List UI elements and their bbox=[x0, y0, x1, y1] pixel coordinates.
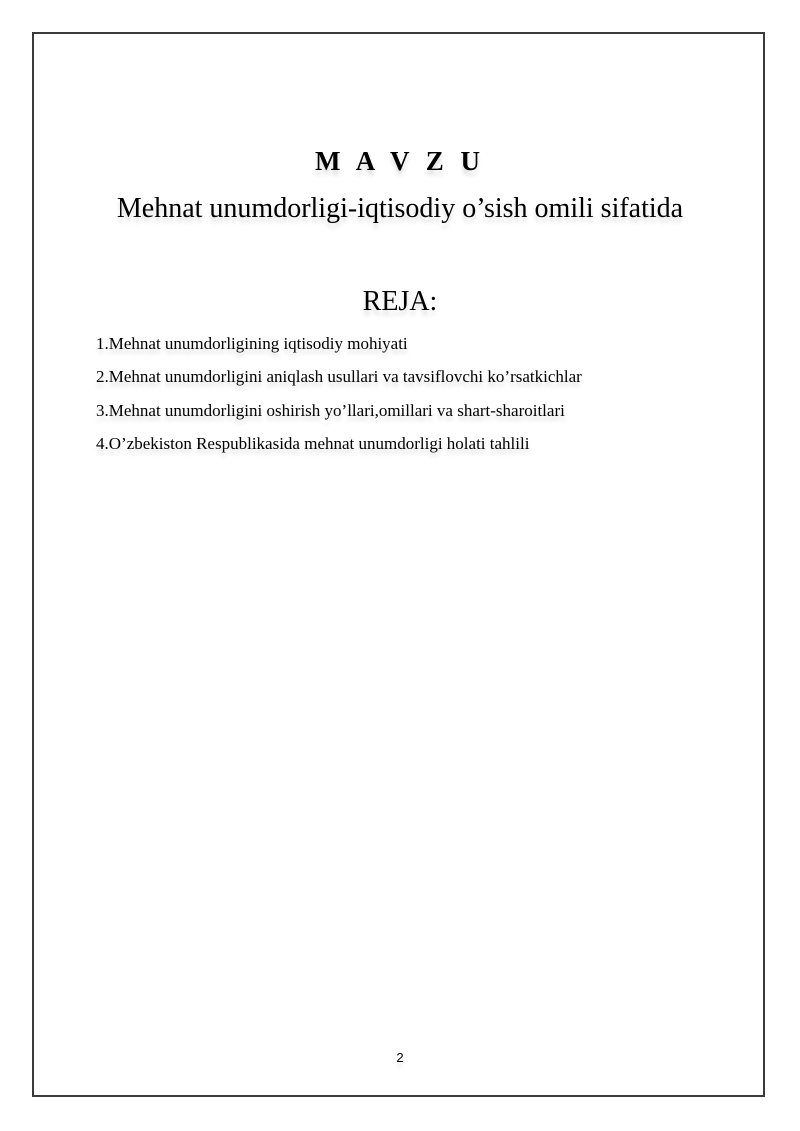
plan-item: 3.Mehnat unumdorligini oshirish yo’llari,omillari va shart-sharoitlari bbox=[96, 400, 565, 420]
page-border bbox=[32, 32, 765, 1097]
page-number: 2 bbox=[396, 1050, 404, 1065]
topic-label: M A V Z U bbox=[314, 146, 486, 176]
plan-item: 4.O’zbekiston Respublikasida mehnat unumdorligi holati tahlili bbox=[96, 433, 530, 453]
plan-heading: REJA: bbox=[362, 286, 438, 317]
document-title: Mehnat unumdorligi-iqtisodiy o’sish omili sifatida bbox=[116, 193, 684, 224]
plan-list bbox=[96, 333, 582, 466]
plan-item: 1.Mehnat unumdorligining iqtisodiy mohiyati bbox=[96, 334, 408, 353]
plan-item: 2.Mehnat unumdorligini aniqlash usullari va tavsiflovchi ko’rsatkichlar bbox=[96, 367, 582, 387]
